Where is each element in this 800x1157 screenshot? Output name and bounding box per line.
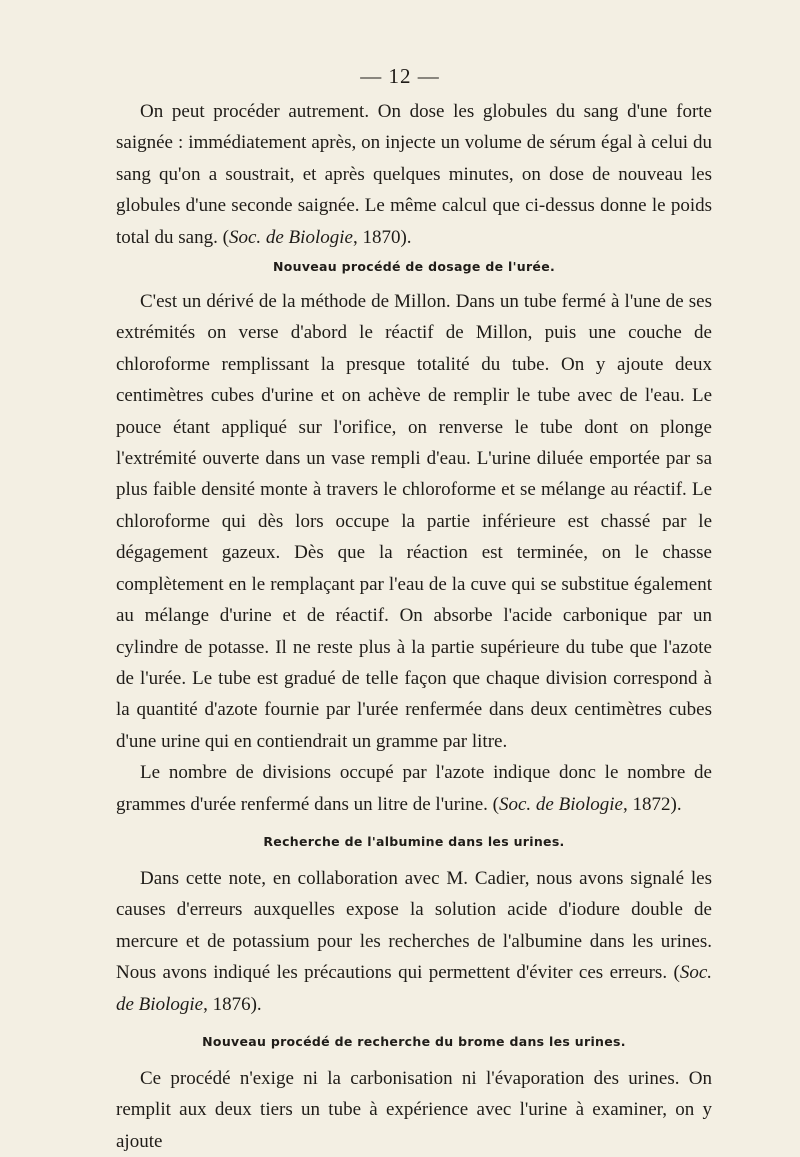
reference-year: , 1870). [352,226,412,248]
paragraph-text: C'est un dérivé de la méthode de Millon. Dans un tube fermé à l'une de ses extrémités on verse d'abord le réactif de Millon, puis une couche de chloroforme remplissant la presque totalité du tube. On y ajoute deux centimètres cubes d'urine et on achève de remplir le tube avec de l'eau. Le pouce étant appliqué sur l'orifice, on renverse le tube dont on plonge l'extrémité ouverte dans un vase rempli d'eau. L'urine diluée emportée par sa plus faible densité monte à travers le chloroforme et se mélange au réactif. Le chloroforme qui dès lors occupe la partie inférieure est chassé par le dégagement gazeux. Dès que la réaction est terminée, on le chasse complètement en le remplaçant par l'eau de la cuve qui se substitue également au mélange d'urine et de réactif. On absorbe l'acide carbonique par un cylindre de potasse. Il ne reste plus à la partie supérieure du tube que l'azote de l'urée. Le tube est gradué de telle façon que chaque division correspond à la quantité d'azote fournie par l'urée renfermée dans deux centimètres cubes d'une urine qui en contiendrait un gramme par litre. [116,291,712,752]
paragraph-text: On peut procéder autrement. On dose les globules du sang d'une forte saignée : immédiatement après, on injecte un volume de sérum égal à celui du sang qu'on a soustrait, et après quelques minutes, on dose de nouveau les globules d'une seconde saignée. Le même calcul que ci-dessus donne le poids total du sang. ( [116,101,712,248]
reference-year: , 1876). [203,993,262,1015]
page-number: — 12 — [360,64,440,88]
reference-journal: Soc. de Biologie [228,226,353,248]
paragraph-albumine [116,863,712,1020]
paragraph-text: Le nombre de divisions occupé par l'azote indique donc le nombre de grammes d'urée renfermé dans un litre de l'urine. ( [116,762,712,815]
paragraph-text: Dans cette note, en collaboration avec M. Cadier, nous avons signalé les causes d'erreurs auxquelles expose la solution acide d'iodure double de mercure et de potassium pour les recherches de l'albumine dans les urines. Nous avons indiqué les précautions qui permettent d'éviter ces erreurs. ( [116,867,712,984]
section-heading-brome: Nouveau procédé de recherche du brome dans les urines. [202,1033,626,1049]
page-body [116,96,712,1157]
reference-year: , 1872). [623,793,682,815]
paragraph-millon-method [116,286,712,757]
paragraph-text: Ce procédé n'exige ni la carbonisation ni l'évaporation des urines. On remplit aux deux tiers un tube à expérience avec l'urine à examiner, on y ajoute [116,1067,712,1152]
section-heading-albumine: Recherche de l'albumine dans les urines. [263,833,565,849]
section-heading-uree: Nouveau procédé de dosage de l'urée. [272,259,556,275]
reference-journal: Soc. de Biologie [499,793,623,815]
paragraph-divisions [116,757,712,820]
paragraph-brome [116,1063,712,1157]
paragraph-blood-dosage [116,96,712,253]
reference-journal: Soc. de Biologie [116,962,712,1015]
